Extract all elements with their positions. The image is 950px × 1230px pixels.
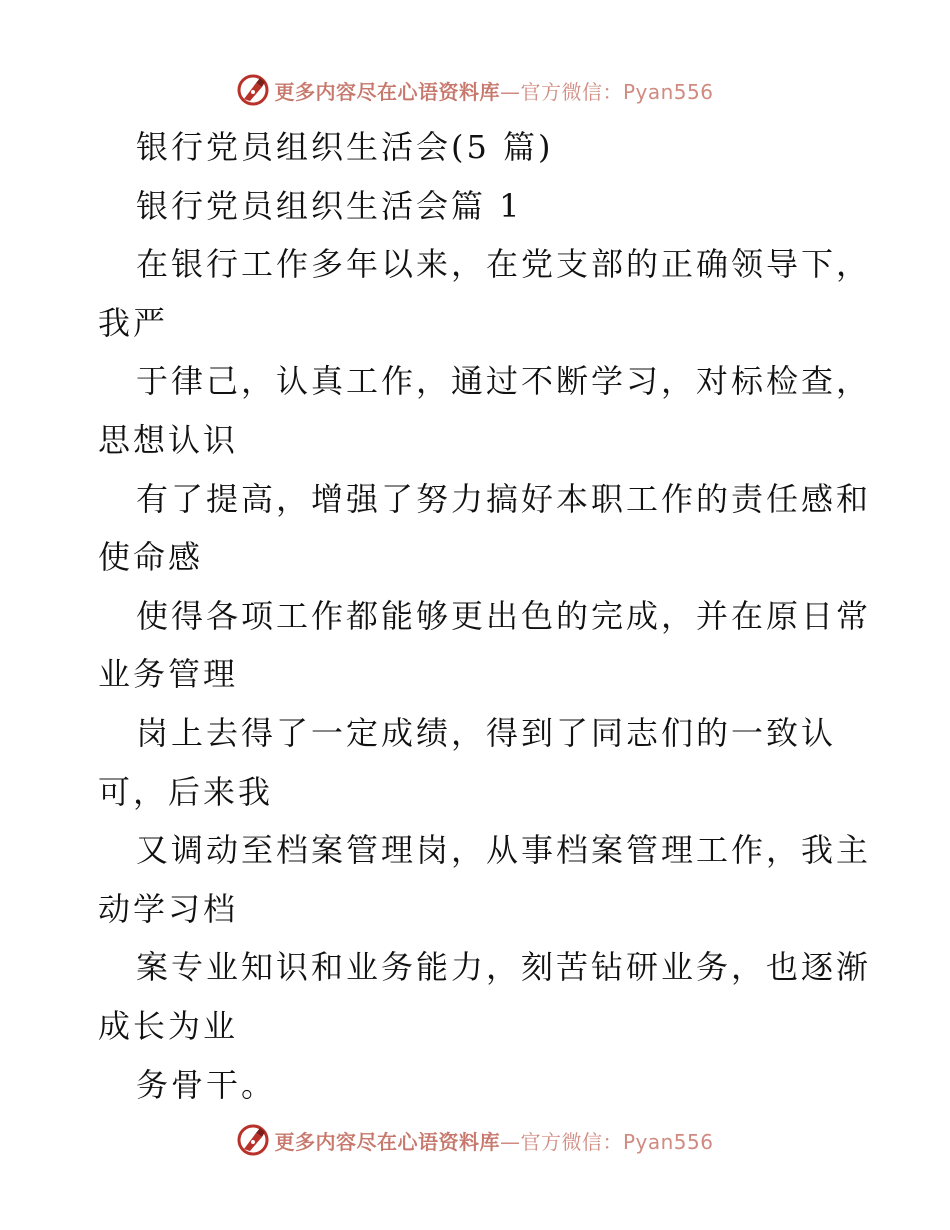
document-title: 银行党员组织生活会(5 篇) [136, 128, 554, 166]
watermark-dash: — [499, 79, 521, 104]
paragraph-line: 有了提高，增强了努力搞好本职工作的责任感和 [136, 479, 872, 518]
footer-watermark-banner [0, 1120, 950, 1160]
pen-nib-logo-icon [236, 1123, 270, 1157]
watermark-suffix: 官方微信：Pyan556 [520, 1129, 714, 1154]
paragraph-line: 业务管理 [98, 655, 239, 694]
paragraph-line: 动学习档 [98, 889, 239, 928]
section-heading: 银行党员组织生活会篇 1 [136, 186, 523, 225]
paragraph-line: 在银行工作多年以来，在党支部的正确领导下， [136, 245, 872, 284]
paragraph-line: 可，后来我 [98, 772, 274, 811]
paragraph-line: 使得各项工作都能够更出色的完成，并在原日常 [136, 596, 872, 635]
pen-nib-logo-icon [236, 73, 270, 107]
watermark-dash: — [499, 1129, 521, 1154]
watermark-main-text: 更多内容尽在心语资料库 [274, 79, 500, 104]
paragraph-line: 于律己，认真工作，通过不断学习，对标检查， [136, 362, 872, 401]
header-watermark-banner [0, 70, 950, 110]
paragraph-line: 成长为业 [98, 1006, 239, 1045]
paragraph-line: 我严 [98, 303, 169, 342]
paragraph-line: 又调动至档案管理岗，从事档案管理工作，我主 [136, 831, 872, 870]
paragraph-line: 务骨干。 [136, 1065, 277, 1104]
paragraph-line: 使命感 [98, 538, 204, 577]
paragraph-line: 思想认识 [98, 420, 239, 459]
watermark-main-text: 更多内容尽在心语资料库 [274, 1129, 500, 1154]
document-body [98, 118, 872, 1114]
watermark-suffix: 官方微信：Pyan556 [520, 79, 714, 104]
paragraph-line: 案专业知识和业务能力，刻苦钻研业务，也逐渐 [136, 948, 872, 987]
paragraph-line: 岗上去得了一定成绩，得到了同志们的一致认 [136, 713, 837, 752]
